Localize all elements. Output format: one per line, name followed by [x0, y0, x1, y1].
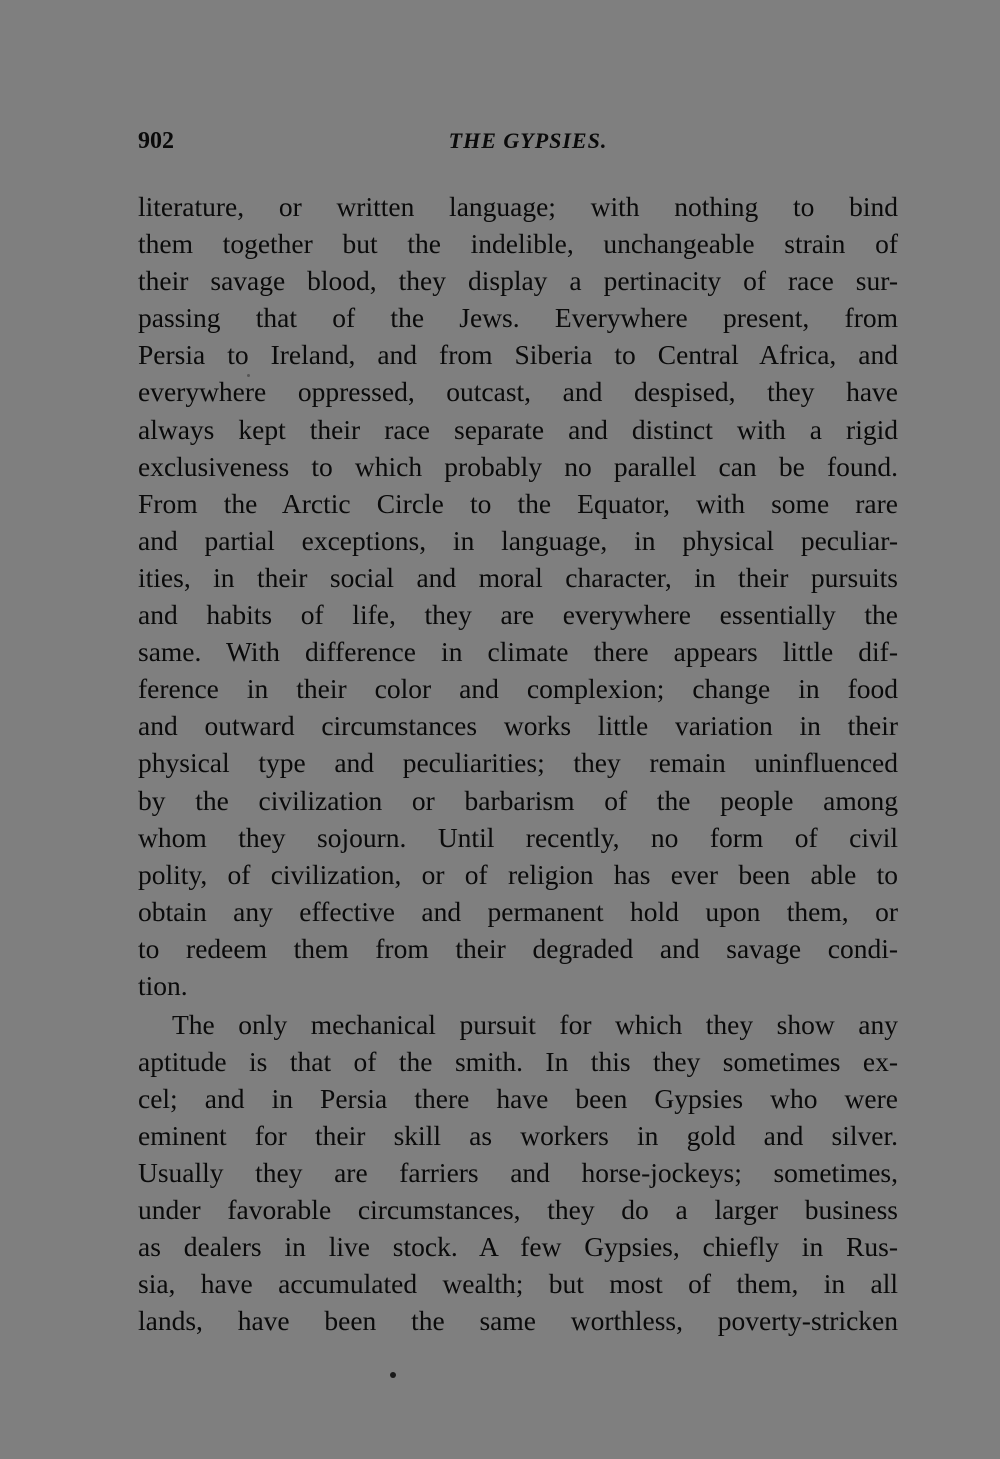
text-line: under favorable circumstances, they do a larger business — [138, 1194, 898, 1226]
text-line: eminent for their skill as workers in gold and silver. — [138, 1119, 898, 1151]
text-line: obtain any effective and permanent hold upon them, or — [138, 895, 898, 927]
text-line: The only mechanical pursuit for which they show any — [172, 1008, 898, 1040]
paragraph-2 — [138, 1006, 898, 1340]
text-line: ities, in their social and moral character, in their pursuits — [138, 561, 898, 593]
footer-dot — [390, 1372, 396, 1378]
text-line: everywhere oppressed, outcast, and despised, they have — [138, 376, 898, 408]
text-line: aptitude is that of the smith. In this they sometimes ex- — [138, 1045, 898, 1077]
text-line: polity, of civilization, or of religion has ever been able to — [138, 858, 898, 890]
text-line: exclusiveness to which probably no parallel can be found. — [138, 450, 898, 482]
text-line: and partial exceptions, in language, in physical peculiar- — [138, 524, 898, 556]
paragraph-1 — [138, 188, 898, 1004]
text-line: Persia to Ireland, and from Siberia to Central Africa, and — [138, 339, 898, 371]
text-line: their savage blood, they display a pertinacity of race sur- — [138, 265, 898, 297]
text-line: sia, have accumulated wealth; but most of them, in all — [138, 1268, 898, 1300]
text-line: to redeem them from their degraded and savage condi- — [138, 932, 898, 964]
text-line: and outward circumstances works little variation in their — [138, 710, 898, 742]
text-line: and habits of life, they are everywhere essentially the — [138, 599, 898, 631]
page-header — [138, 126, 898, 162]
running-head: THE GYPSIES. — [448, 128, 608, 153]
text-line: whom they sojourn. Until recently, no form of civil — [138, 821, 898, 853]
text-line: Usually they are farriers and horse-jockeys; sometimes, — [138, 1156, 898, 1188]
text-line: by the civilization or barbarism of the people among — [138, 784, 898, 816]
text-line: tion. — [138, 969, 188, 1001]
page-number: 902 — [138, 128, 174, 154]
text-line: them together but the indelible, unchangeable strain of — [138, 228, 898, 260]
text-line: always kept their race separate and distinct with a rigid — [138, 413, 898, 445]
text-line: literature, or written language; with nothing to bind — [138, 191, 898, 222]
body-text — [138, 188, 898, 1339]
text-line: lands, have been the same worthless, poverty-stricken — [138, 1305, 898, 1337]
text-line: same. With difference in climate there appears little dif- — [138, 636, 898, 668]
text-line: From the Arctic Circle to the Equator, with some rare — [138, 487, 898, 519]
text-line: as dealers in live stock. A few Gypsies, chiefly in Rus- — [138, 1231, 898, 1263]
text-line: passing that of the Jews. Everywhere present, from — [138, 302, 898, 334]
text-line: physical type and peculiarities; they remain uninfluenced — [138, 747, 898, 779]
text-line: ference in their color and complexion; change in food — [138, 673, 898, 705]
text-line: cel; and in Persia there have been Gypsies who were — [138, 1082, 898, 1114]
